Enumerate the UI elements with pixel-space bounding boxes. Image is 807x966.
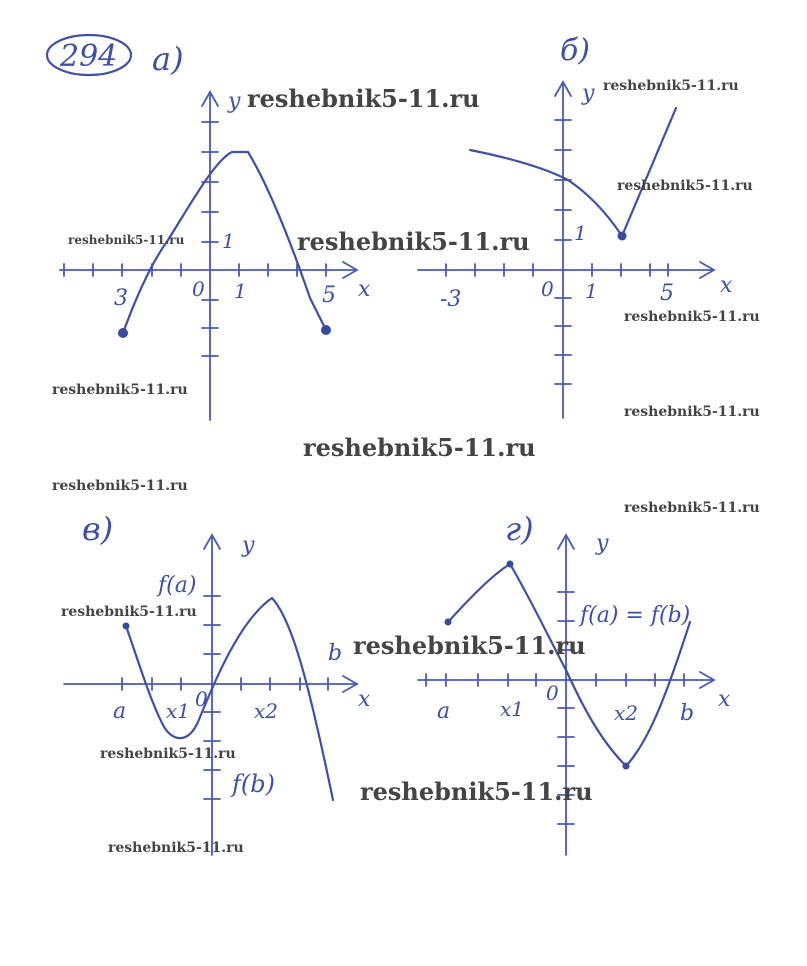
panel-v-endpoint-left <box>123 623 130 630</box>
panel-a-tick-zero: 0 <box>192 277 205 301</box>
panel-v-x-label: x <box>358 687 371 712</box>
watermark: reshebnik5-11.ru <box>100 746 236 762</box>
problem-number <box>47 35 131 75</box>
watermark: reshebnik5-11.ru <box>624 309 760 325</box>
problem-number-text: 294 <box>60 39 118 74</box>
panel-v-label-x1: x1 <box>166 699 191 723</box>
panel-b-tick-five: 5 <box>660 281 674 306</box>
panel-a-label: а) <box>152 40 184 78</box>
watermark: reshebnik5-11.ru <box>52 478 188 494</box>
panel-a-x-label: x <box>358 277 371 302</box>
panel-a-tick-one: 1 <box>234 279 247 303</box>
panel-v-label-fa: f(a) <box>158 573 197 598</box>
panel-b-tick-zero: 0 <box>541 277 554 301</box>
panel-g-endpoint-left <box>445 619 452 626</box>
panel-v-label-x2: x2 <box>254 699 279 723</box>
panel-g-label-a: a <box>437 699 451 724</box>
panel-a-tick-five: 5 <box>322 283 336 308</box>
panel-v-label: в) <box>82 510 114 548</box>
panel-b-tick-y-one: 1 <box>574 221 587 245</box>
panel-b-label: б) <box>560 33 591 68</box>
panel-b-minimum-point <box>618 232 627 241</box>
panel-v <box>64 510 371 855</box>
watermark: reshebnik5-11.ru <box>68 233 185 247</box>
watermark: reshebnik5-11.ru <box>360 777 593 806</box>
watermark: reshebnik5-11.ru <box>603 78 739 94</box>
watermark: reshebnik5-11.ru <box>353 631 586 660</box>
watermark: reshebnik5-11.ru <box>624 500 760 516</box>
watermarks <box>52 78 760 856</box>
panel-g-label-zero: 0 <box>546 681 559 705</box>
panel-v-label-a: a <box>113 699 127 724</box>
panel-g-label-equality: f(a) = f(b) <box>580 603 691 628</box>
panel-v-y-label: y <box>242 533 255 558</box>
panel-g-maximum-point <box>507 561 514 568</box>
panel-v-label-fb: f(b) <box>232 770 275 798</box>
panel-b-tick-neg3: -3 <box>440 287 462 312</box>
watermark: reshebnik5-11.ru <box>61 604 197 620</box>
panel-a-y-label: y <box>228 89 241 114</box>
panel-b-graph <box>470 108 676 236</box>
panel-b-tick-one: 1 <box>585 279 598 303</box>
watermark: reshebnik5-11.ru <box>624 404 760 420</box>
panel-g-label-x2: x2 <box>614 701 639 725</box>
watermark: reshebnik5-11.ru <box>247 84 480 113</box>
watermark: reshebnik5-11.ru <box>52 382 188 398</box>
panel-g-graph <box>448 564 690 766</box>
watermark: reshebnik5-11.ru <box>617 178 753 194</box>
panel-a-endpoint-right <box>321 325 331 335</box>
panel-g-label-b: b <box>680 701 695 726</box>
panel-a-endpoint-left <box>118 328 128 338</box>
panel-g-label-x1: x1 <box>500 697 525 721</box>
panel-a-tick-neg3: 3 <box>114 286 128 311</box>
panel-v-label-b: b <box>328 641 343 666</box>
panel-a-tick-y-one: 1 <box>222 229 235 253</box>
panel-v-graph <box>126 598 333 800</box>
panel-g-label: г) <box>505 510 534 548</box>
watermark: reshebnik5-11.ru <box>108 840 244 856</box>
panel-g-minimum-point <box>623 763 630 770</box>
panel-g-y-label: y <box>596 531 609 556</box>
panel-b-y-label: y <box>582 81 595 106</box>
watermark: reshebnik5-11.ru <box>297 227 530 256</box>
panel-g-x-label: x <box>718 687 731 712</box>
panel-b-x-label: x <box>720 273 733 298</box>
watermark: reshebnik5-11.ru <box>303 433 536 462</box>
panel-v-label-zero: 0 <box>195 687 208 711</box>
